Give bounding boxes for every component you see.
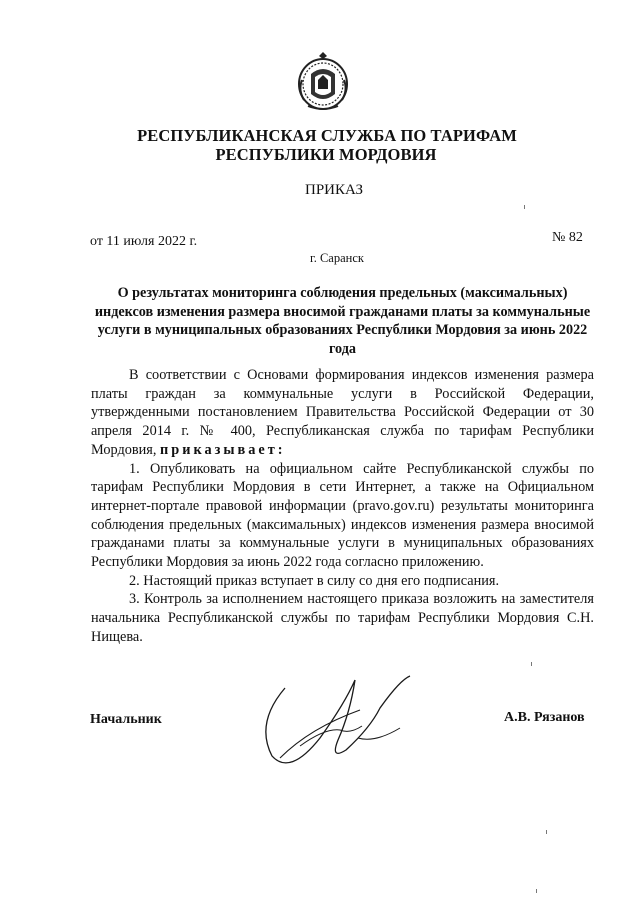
order-item-3: 3. Контроль за исполнением настоящего приказа возложить на заместителя начальника Республиканской службы по тарифам Республики Мордовия С.Н. Нищева. — [91, 591, 594, 645]
order-item-2: 2. Настоящий приказ вступает в силу со дня его подписания. — [129, 572, 500, 589]
scan-speck — [536, 889, 537, 893]
organization-name-line1: РЕСПУБЛИКАНСКАЯ СЛУЖБА ПО ТАРИФАМ — [137, 126, 517, 145]
document-body — [91, 366, 594, 647]
scan-speck — [524, 205, 525, 209]
scan-speck — [531, 662, 532, 666]
document-number: № 82 — [552, 230, 583, 245]
scan-speck — [546, 830, 547, 834]
body-intro-text: В соответствии с Основами формирования индексов изменения размера платы граждан за коммунальные услуги в Российской Федерации, утвержденными постановлением Правительства Российской Федерации от 30 апреля 2014 г. № 400, Республиканская служба по тарифам Республики Мордовия, — [91, 367, 594, 458]
document-type: ПРИКАЗ — [305, 182, 363, 198]
directive-word: приказывает: — [160, 441, 286, 458]
order-item-1: 1. Опубликовать на официальном сайте Республиканской службы по тарифам Республики Мордовия в сети Интернет, а также на Официальном интернет-портале правовой информации (pravo.gov.ru) результаты мониторинга соблюдения предельных (максимальных) индексов изменения размера вносимой гражданами платы за коммунальные услуги в муниципальных образованиях Республики Мордовия за июнь 2022 года согласно приложению. — [91, 460, 594, 571]
coat-of-arms-emblem-icon — [296, 50, 350, 112]
signatory-name: А.В. Рязанов — [504, 710, 585, 725]
body-intro-paragraph — [91, 366, 594, 460]
document-city: г. Саранск — [310, 251, 364, 265]
document-subject: О результатах мониторинга соблюдения предельных (максимальных) индексов изменения размера вносимой гражданами платы за коммунальные услуги в муниципальных образованиях Республики Мордовия за июнь 2022 года — [94, 285, 591, 357]
organization-name-line2: РЕСПУБЛИКИ МОРДОВИЯ — [215, 145, 437, 164]
document-date: от 11 июля 2022 г. — [90, 234, 198, 249]
handwritten-signature-icon — [250, 668, 430, 778]
signatory-title: Начальник — [90, 712, 162, 727]
